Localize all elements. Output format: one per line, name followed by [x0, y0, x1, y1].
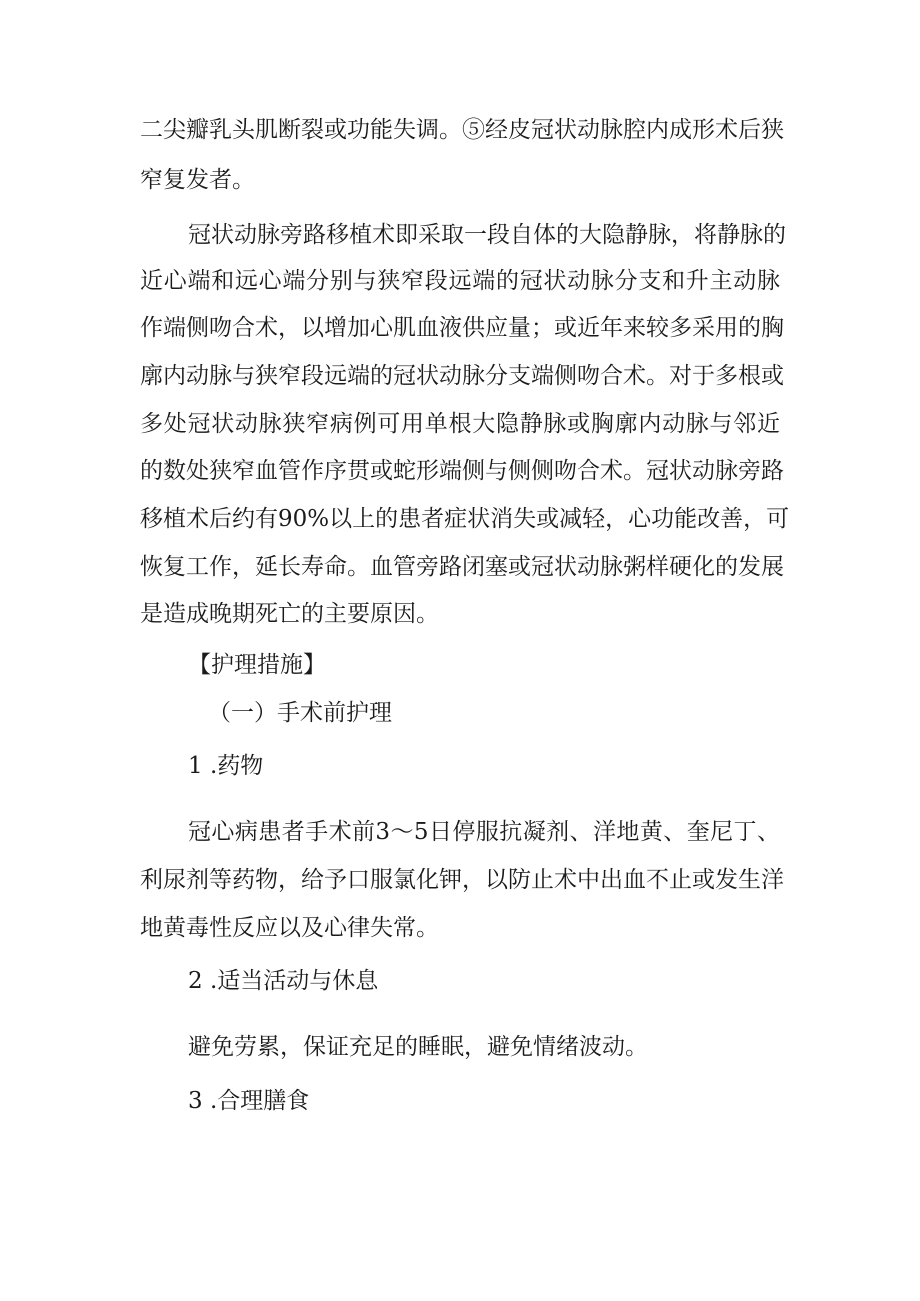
subsection-heading: （一）手术前护理: [208, 700, 392, 726]
paragraph-line: 作端侧吻合术，以增加心肌血液供应量；或近年来较多采用的胸: [140, 315, 784, 341]
item-heading: 1 .药物: [188, 753, 264, 779]
paragraph-line: 近心端和远心端分别与狭窄段远端的冠状动脉分支和升主动脉: [140, 268, 780, 294]
paragraph-line: 移植术后约有90%以上的患者症状消失或减轻，心功能改善，可: [140, 506, 790, 532]
paragraph-line: 二尖瓣乳头肌断裂或功能失调。⑤经皮冠状动脉腔内成形术后狭: [140, 117, 784, 143]
paragraph-line: 冠心病患者手术前3～5日停服抗凝剂、洋地黄、奎尼丁、: [188, 819, 780, 845]
section-heading: 【护理措施】: [188, 652, 326, 678]
item-heading: 3 .合理膳食: [188, 1088, 310, 1114]
paragraph-line: 窄复发者。: [140, 167, 255, 193]
paragraph-line: 避免劳累，保证充足的睡眠，避免情绪波动。: [188, 1034, 648, 1060]
paragraph-line: 冠状动脉旁路移植术即采取一段自体的大隐静脉，将静脉的: [188, 222, 786, 248]
item-heading: 2 .适当活动与休息: [188, 968, 379, 994]
paragraph-line: 利尿剂等药物，给予口服氯化钾，以防止术中出血不止或发生洋: [140, 867, 784, 893]
paragraph-line: 是造成晚期死亡的主要原因。: [140, 601, 439, 627]
paragraph-line: 廓内动脉与狭窄段远端的冠状动脉分支端侧吻合术。对于多根或: [140, 363, 784, 389]
paragraph-line: 的数处狭窄血管作序贯或蛇形端侧与侧侧吻合术。冠状动脉旁路: [140, 458, 784, 484]
paragraph-line: 地黄毒性反应以及心律失常。: [140, 915, 439, 941]
paragraph-line: 恢复工作，延长寿命。血管旁路闭塞或冠状动脉粥样硬化的发展: [140, 554, 784, 580]
paragraph-line: 多处冠状动脉狭窄病例可用单根大隐静脉或胸廓内动脉与邻近: [140, 411, 780, 437]
